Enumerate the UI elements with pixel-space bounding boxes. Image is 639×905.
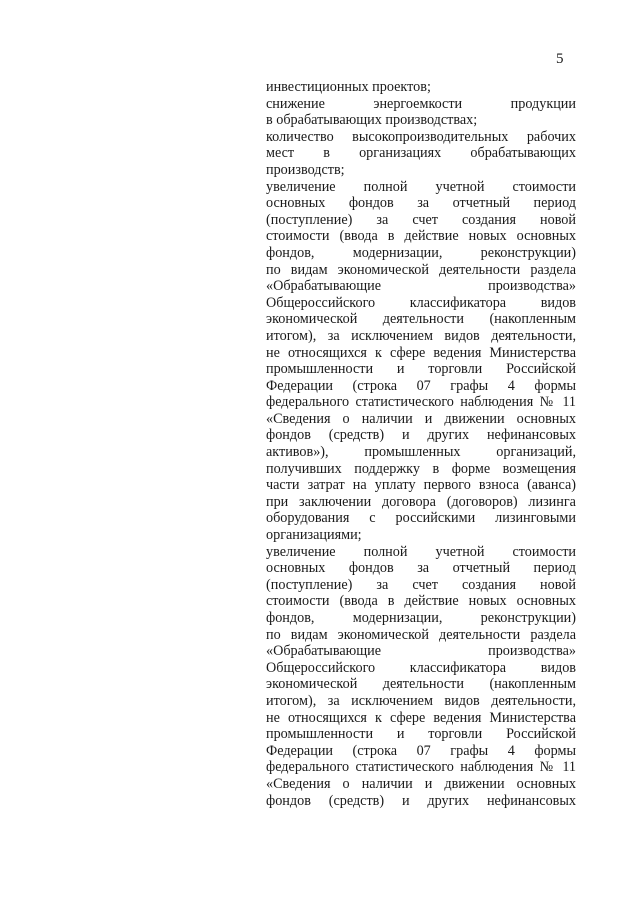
text-line: стоимости (ввода в действие новых основных	[266, 228, 576, 245]
text-line: основных фондов за отчетный период	[266, 560, 576, 577]
text-line: по видам экономической деятельности раздела	[266, 261, 576, 278]
text-line: фондов, модернизации, реконструкции)	[266, 610, 576, 626]
text-line: при заключении договора (договоров) лизинга	[266, 493, 576, 510]
text-line: Федерации (строка 07 графы 4 формы	[266, 742, 576, 759]
text-line: оборудования с российскими лизинговыми	[266, 510, 576, 527]
page-number: 5	[556, 51, 564, 67]
text-line: экономической деятельности (накопленным	[266, 676, 576, 693]
document-text-column	[266, 79, 576, 809]
text-line: «Сведения о наличии и движении основных	[266, 775, 576, 792]
text-line: «Обрабатывающие производства»	[266, 278, 576, 295]
text-line: Общероссийского классификатора видов	[266, 294, 576, 311]
text-line: федерального статистического наблюдения № 11	[266, 759, 576, 776]
text-line: фондов (средств) и других нефинансовых	[266, 427, 576, 444]
text-line: увеличение полной учетной стоимости	[266, 543, 576, 560]
text-line: снижение энергоемкости продукции	[266, 95, 576, 112]
text-line: мест в организациях обрабатывающих	[266, 145, 576, 162]
text-line: фондов, модернизации, реконструкции)	[266, 244, 576, 261]
text-line: стоимости (ввода в действие новых основных	[266, 593, 576, 610]
text-line: производств;	[266, 161, 345, 178]
text-line: инвестиционных проектов;	[266, 79, 431, 95]
text-line: части затрат на уплату первого взноса (аванса)	[266, 477, 576, 494]
text-line: «Сведения о наличии и движении основных	[266, 410, 576, 427]
text-line: количество высокопроизводительных рабочих	[266, 128, 576, 145]
text-line: увеличение полной учетной стоимости	[266, 178, 576, 195]
text-line: «Обрабатывающие производства»	[266, 643, 576, 660]
text-line: (поступление) за счет создания новой	[266, 211, 576, 228]
text-line: промышленности и торговли Российской	[266, 361, 576, 378]
text-line: не относящихся к сфере ведения Министерства	[266, 344, 576, 361]
text-line: Общероссийского классификатора видов	[266, 659, 576, 676]
text-line: (поступление) за счет создания новой	[266, 576, 576, 593]
text-line: итогом), за исключением видов деятельности,	[266, 327, 576, 344]
text-line: получивших поддержку в форме возмещения	[266, 460, 576, 477]
text-line: экономической деятельности (накопленным	[266, 311, 576, 328]
text-line: не относящихся к сфере ведения Министерства	[266, 709, 576, 726]
text-line: итогом), за исключением видов деятельности,	[266, 692, 576, 709]
text-line: фондов (средств) и других нефинансовых	[266, 792, 576, 809]
text-line: Федерации (строка 07 графы 4 формы	[266, 377, 576, 394]
text-line: по видам экономической деятельности раздела	[266, 626, 576, 643]
text-line: основных фондов за отчетный период	[266, 195, 576, 212]
text-line: в обрабатывающих производствах;	[266, 112, 478, 129]
text-line: федерального статистического наблюдения № 11	[266, 394, 576, 411]
text-line: промышленности и торговли Российской	[266, 726, 576, 743]
text-line: организациями;	[266, 527, 362, 544]
text-line: активов»), промышленных организаций,	[266, 444, 576, 461]
